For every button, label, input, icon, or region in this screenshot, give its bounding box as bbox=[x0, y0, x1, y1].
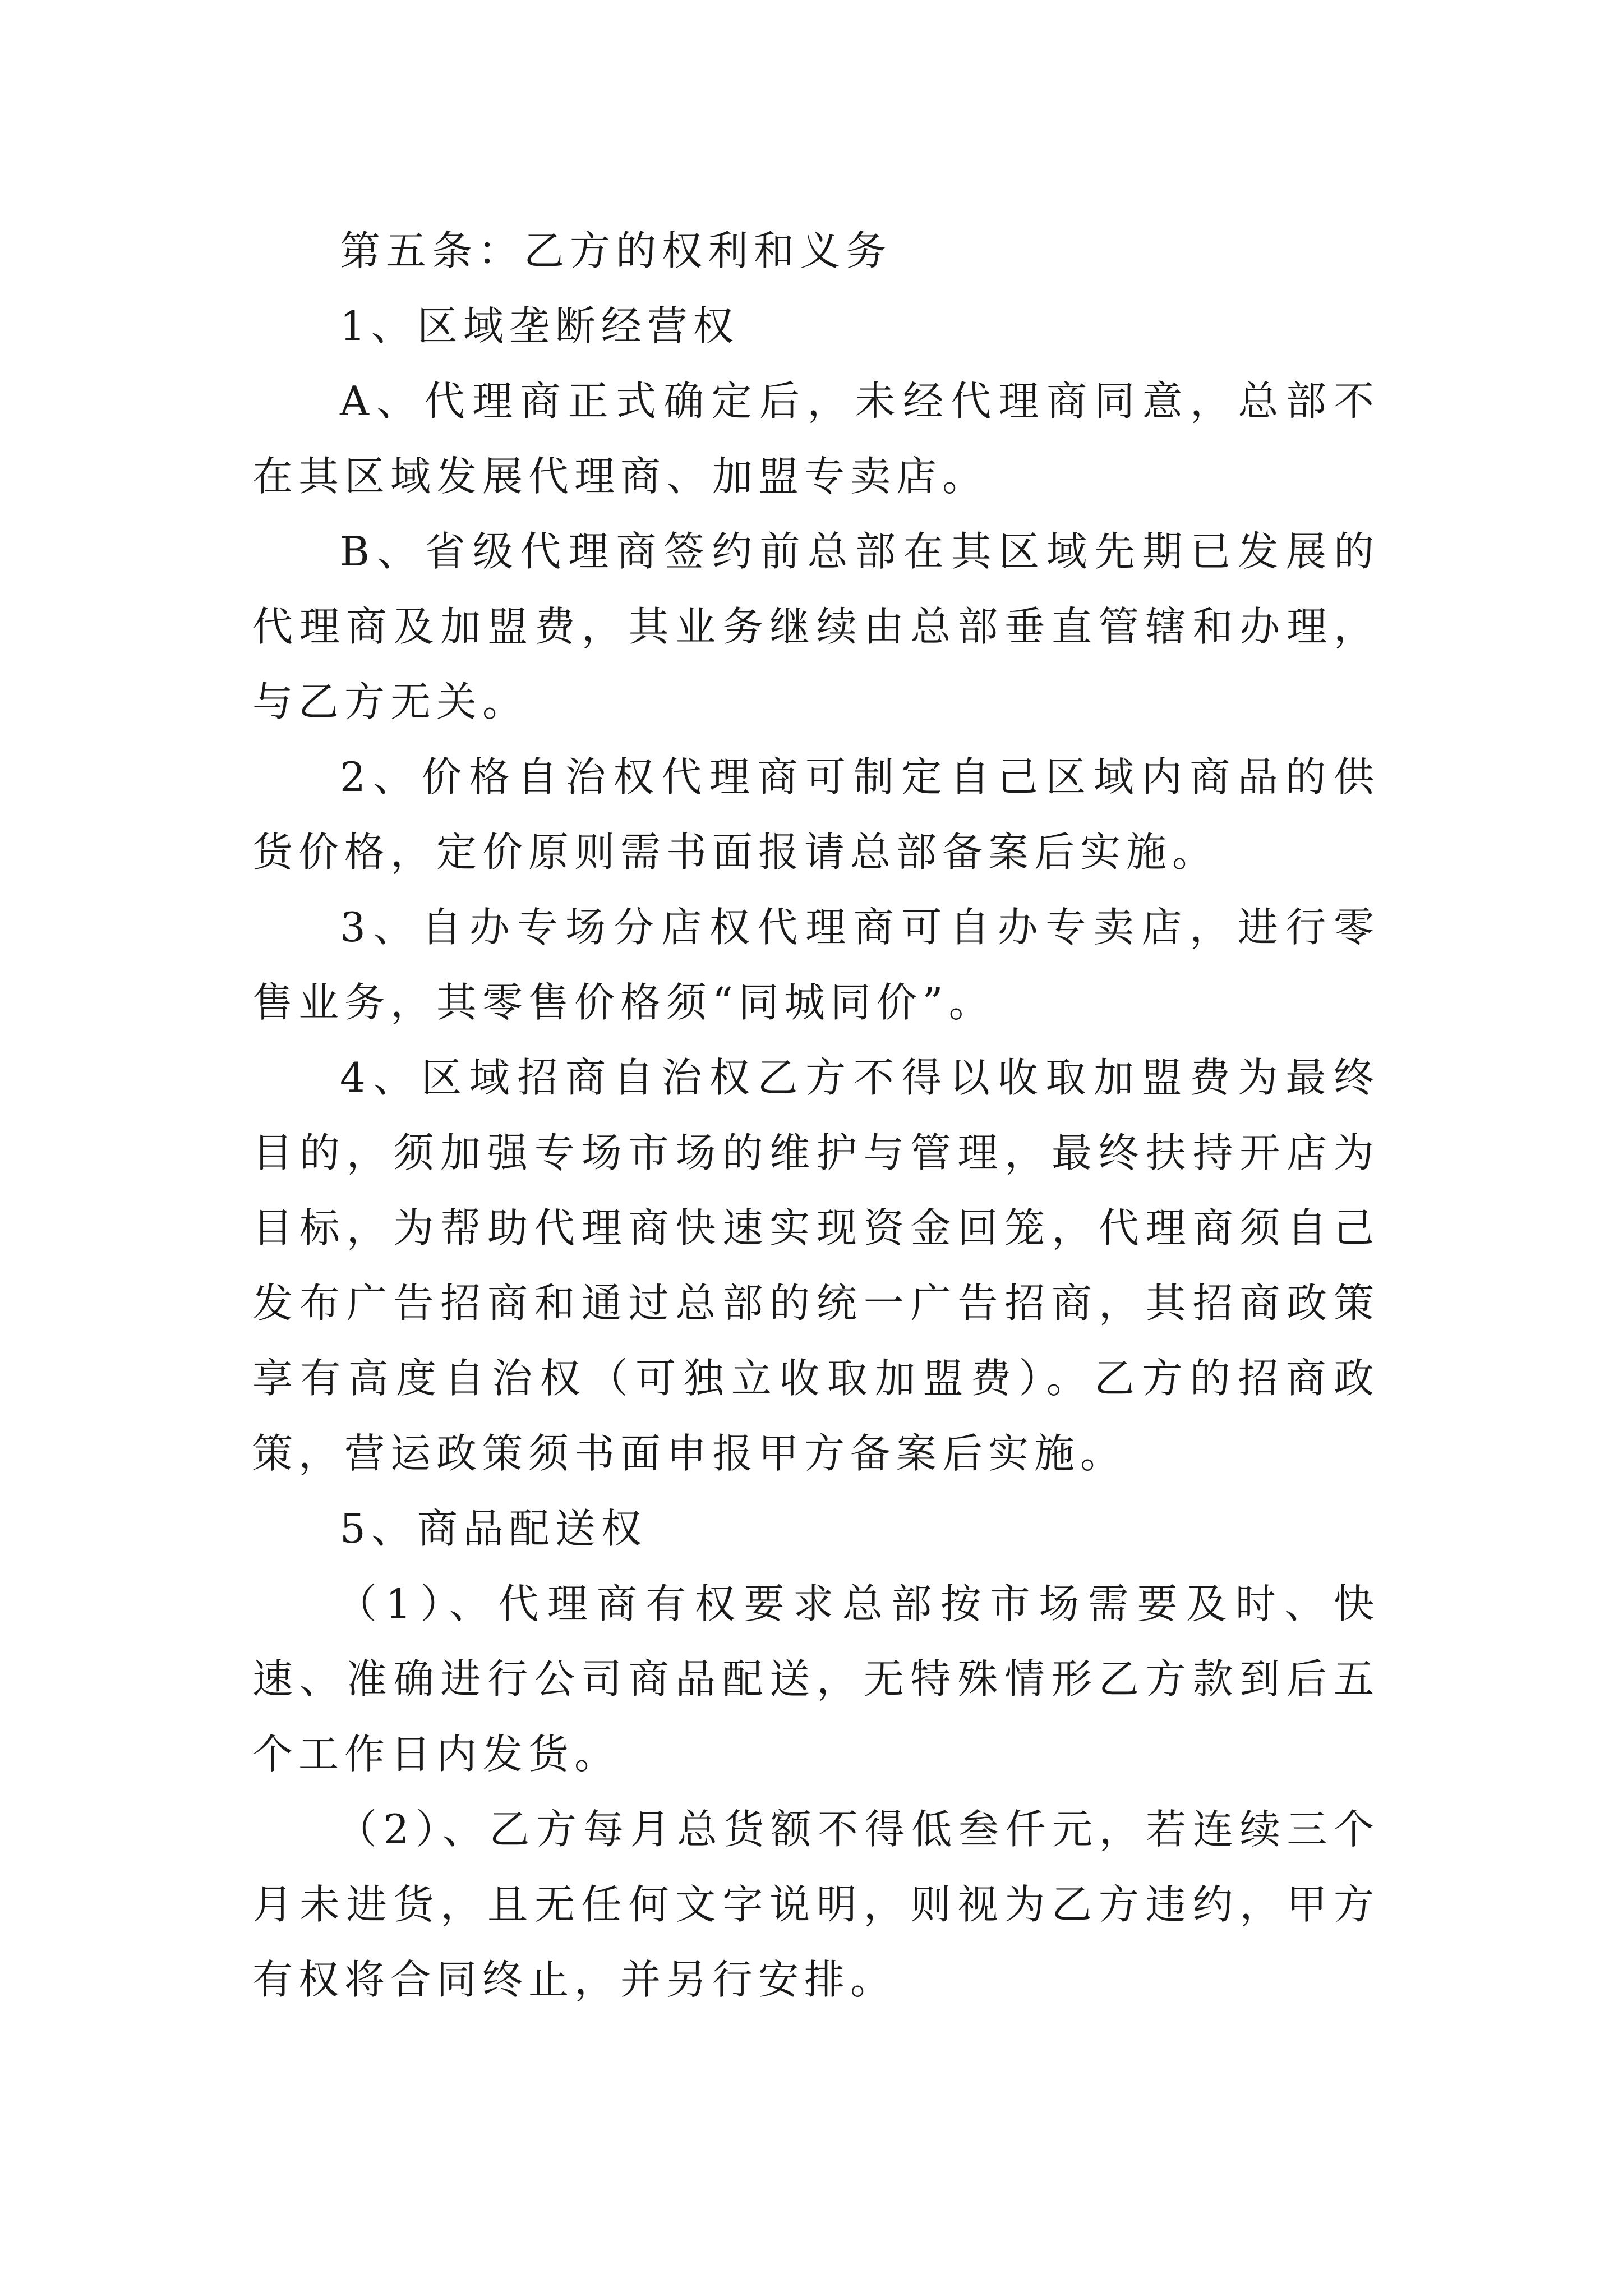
clause-1b: B、省级代理商签约前总部在其区域先期已发展的代理商及加盟费，其业务继续由总部垂直管辖和办理，与乙方无关。 bbox=[252, 528, 1380, 725]
clause-2: 2、价格自治权代理商可制定自己区域内商品的供货价格，定价原则需书面报请总部备案后实施。 bbox=[252, 753, 1380, 876]
clause-4: 4、区域招商自治权乙方不得以收取加盟费为最终目的，须加强专场市场的维护与管理，最终扶持开店为目标，为帮助代理商快速实现资金回笼，代理商须自己发布广告招商和通过总部的统一广告招商，其招商政策享有高度自治权（可独立收取加盟费）。乙方的招商政策，营运政策须书面申报甲方备案后实施。 bbox=[252, 1054, 1380, 1477]
clause-1-heading: 1、区域垄断经营权 bbox=[340, 302, 739, 349]
clause-5-heading: 5、商品配送权 bbox=[340, 1505, 647, 1552]
article-heading: 第五条：乙方的权利和义务 bbox=[340, 227, 892, 274]
clause-1a: A、代理商正式确定后，未经代理商同意，总部不在其区域发展代理商、加盟专卖店。 bbox=[252, 378, 1380, 500]
document-body bbox=[252, 213, 1380, 2017]
clause-3: 3、自办专场分店权代理商可自办专卖店，进行零售业务，其零售价格须“同城同价”。 bbox=[252, 904, 1380, 1026]
clause-5-1: （1）、代理商有权要求总部按市场需要及时、快速、准确进行公司商品配送，无特殊情形乙方款到后五个工作日内发货。 bbox=[252, 1580, 1380, 1778]
clause-5-2: （2）、乙方每月总货额不得低叁仟元，若连续三个月未进货，且无任何文字说明，则视为乙方违约，甲方有权将合同终止，并另行安排。 bbox=[252, 1806, 1380, 2003]
